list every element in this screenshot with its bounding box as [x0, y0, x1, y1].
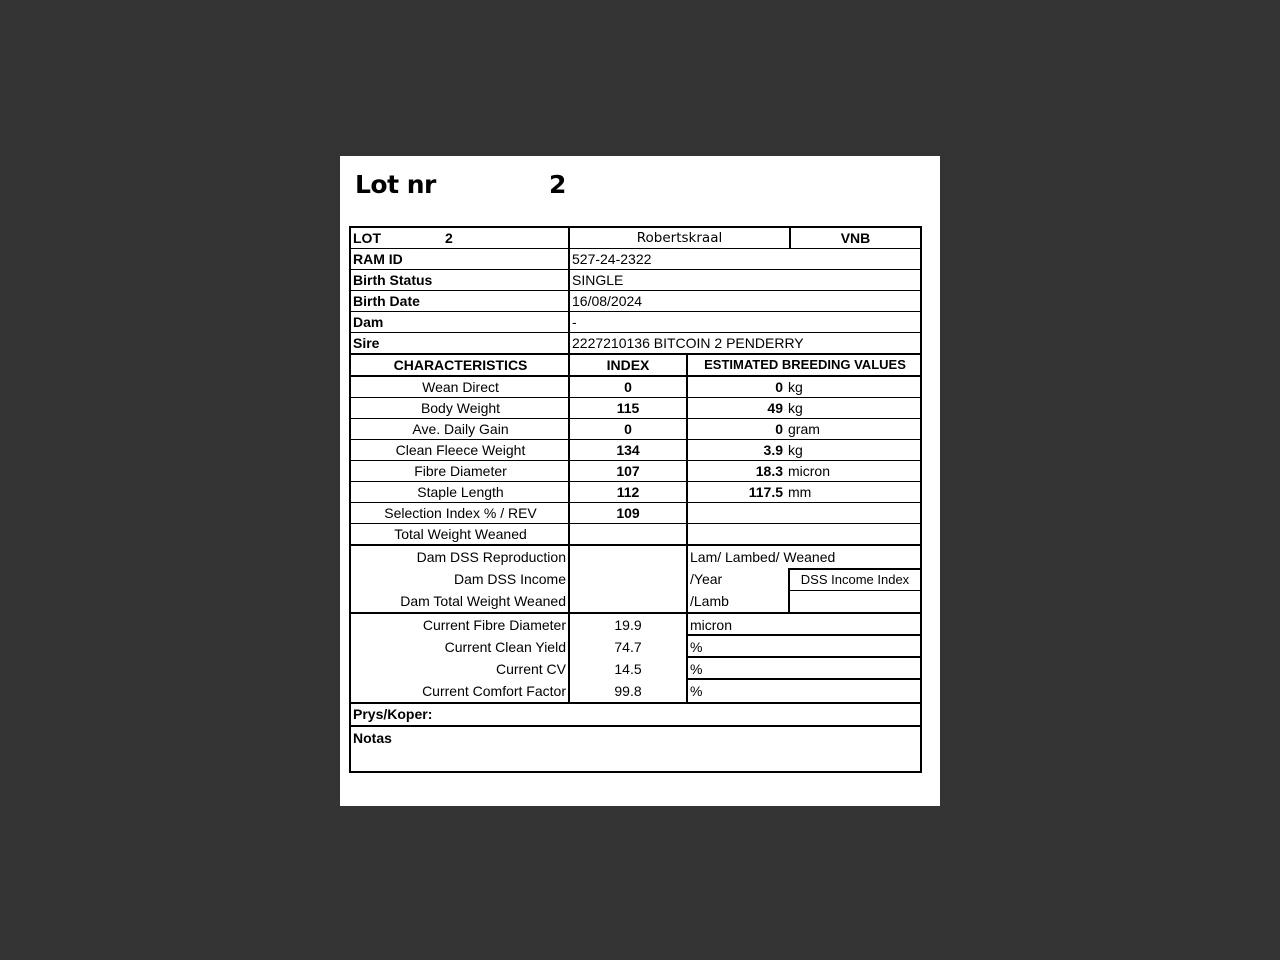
price-buyer-label: Prys/Koper:	[353, 706, 433, 722]
trait-ebv: 18.3	[755, 463, 783, 479]
info-value: 527-24-2322	[572, 251, 652, 267]
characteristics-header: CHARACTERISTICS	[351, 355, 570, 375]
trait-row	[351, 440, 920, 461]
trait-row	[351, 503, 920, 524]
trait-unit: kg	[788, 379, 803, 395]
dss-unit: /Year	[690, 571, 723, 587]
trait-row	[351, 461, 920, 482]
trait-unit	[788, 524, 920, 544]
farm-name: Robertskraal	[570, 228, 791, 248]
trait-index	[570, 524, 688, 544]
trait-row	[351, 398, 920, 419]
current-unit: %	[690, 683, 703, 699]
trait-name: Body Weight	[351, 398, 570, 418]
trait-ebv	[688, 524, 788, 544]
info-value: -	[572, 314, 577, 330]
dss-label: Dam DSS Income	[453, 571, 566, 587]
lot-row	[351, 228, 920, 249]
trait-index: 107	[570, 461, 688, 481]
trait-index: 134	[570, 440, 688, 460]
trait-index: 0	[570, 377, 688, 397]
trait-row	[351, 524, 920, 546]
dss-income-index-label: DSS Income Index	[788, 568, 920, 590]
trait-unit	[788, 503, 920, 523]
trait-name: Total Weight Weaned	[351, 524, 570, 544]
info-label: Dam	[351, 312, 570, 332]
info-row-birth-date	[351, 291, 920, 312]
lot-label: LOT	[353, 230, 381, 246]
trait-name: Ave. Daily Gain	[351, 419, 570, 439]
current-value: 19.9	[614, 617, 642, 633]
trait-name: Fibre Diameter	[351, 461, 570, 481]
farm-code: VNB	[840, 230, 871, 246]
lot-sheet-page	[340, 156, 940, 806]
notes-label: Notas	[353, 730, 392, 746]
page-title: Lot nr	[355, 170, 436, 199]
info-label: Sire	[351, 333, 570, 353]
lot-cell	[351, 228, 570, 248]
dam-dss-block	[351, 546, 920, 614]
info-value: 2227210136 BITCOIN 2 PENDERRY	[572, 335, 804, 351]
current-value: 74.7	[614, 639, 642, 655]
trait-index: 109	[570, 503, 688, 523]
dss-unit: Lam/ Lambed/ Weaned	[690, 549, 836, 565]
trait-row	[351, 377, 920, 398]
trait-ebv: 3.9	[763, 442, 783, 458]
trait-ebv	[688, 503, 788, 523]
trait-unit: kg	[788, 400, 803, 416]
trait-name: Staple Length	[351, 482, 570, 502]
current-unit: %	[688, 636, 920, 658]
trait-ebv: 49	[767, 400, 783, 416]
traits-header-row	[351, 355, 920, 377]
info-row-dam	[351, 312, 920, 333]
trait-name: Selection Index % / REV	[351, 503, 570, 523]
current-label: Current CV	[495, 661, 566, 677]
current-value: 14.5	[614, 661, 642, 677]
trait-index: 115	[570, 398, 688, 418]
dss-label: Dam Total Weight Weaned	[400, 593, 566, 609]
trait-unit: mm	[788, 484, 812, 500]
dss-income-index-value	[788, 590, 920, 612]
info-row-ram-id	[351, 249, 920, 270]
trait-unit: kg	[788, 442, 803, 458]
dss-unit: /Lamb	[690, 593, 729, 609]
trait-row	[351, 482, 920, 503]
current-wool-block	[351, 614, 920, 704]
trait-unit: micron	[788, 463, 831, 479]
trait-name: Clean Fleece Weight	[351, 440, 570, 460]
current-label: Current Comfort Factor	[422, 683, 566, 699]
dss-label: Dam DSS Reproduction	[416, 549, 566, 565]
trait-ebv: 0	[775, 421, 783, 437]
trait-index: 112	[570, 482, 688, 502]
lot-value: 2	[445, 230, 453, 246]
index-header: INDEX	[570, 355, 688, 375]
info-row-birth-status	[351, 270, 920, 291]
info-value: 16/08/2024	[572, 293, 643, 309]
current-value: 99.8	[614, 683, 642, 699]
trait-index: 0	[570, 419, 688, 439]
current-unit: micron	[688, 614, 920, 636]
trait-row	[351, 419, 920, 440]
lot-number-title: 2	[549, 170, 567, 199]
info-value: SINGLE	[572, 272, 624, 288]
price-buyer-row	[351, 704, 920, 727]
info-row-sire	[351, 333, 920, 355]
trait-name: Wean Direct	[351, 377, 570, 397]
ram-info-table	[349, 226, 922, 773]
trait-ebv: 117.5	[748, 484, 783, 500]
current-unit: %	[688, 658, 920, 680]
dss-values	[570, 546, 688, 612]
current-label: Current Clean Yield	[444, 639, 566, 655]
notes-row	[351, 727, 920, 771]
info-label: Birth Date	[351, 291, 570, 311]
ebv-header: ESTIMATED BREEDING VALUES	[704, 357, 906, 372]
trait-ebv: 0	[775, 379, 783, 395]
trait-unit: gram	[788, 421, 820, 437]
current-label: Current Fibre Diameter	[422, 617, 566, 633]
info-label: Birth Status	[351, 270, 570, 290]
info-label: RAM ID	[351, 249, 570, 269]
